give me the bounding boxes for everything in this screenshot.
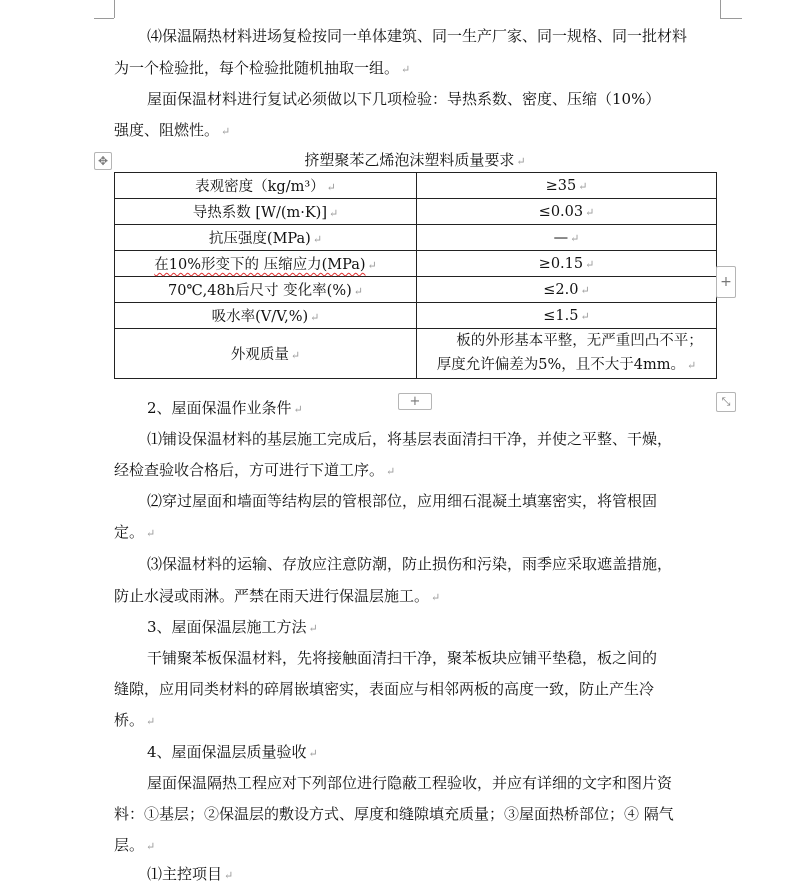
paragraph: 缝隙，应用同类材料的碎屑嵌填密实，表面应与相邻两板的高度一致，防止产生冷 xyxy=(114,680,655,698)
plus-icon: + xyxy=(720,274,732,290)
table-cell-label: 70℃,48h后尺寸 变化率(%) ↵ xyxy=(115,277,417,303)
table-row xyxy=(115,303,717,329)
paragraph: 为一个检验批，每个检验批随机抽取一组。 ↵ xyxy=(114,59,411,77)
table-cell-value: ≤2.0 ↵ xyxy=(417,277,717,303)
plus-icon: + xyxy=(409,394,421,409)
paragraph: 防止水浸或雨淋。严禁在雨天进行保温层施工。 ↵ xyxy=(114,587,441,605)
paragraph: 料：①基层；②保温层的敷设方式、厚度和缝隙填充质量；③屋面热桥部位；④ 隔气 xyxy=(114,805,674,823)
table-row xyxy=(115,329,717,379)
section-heading: 3、屋面保温层施工方法 ↵ xyxy=(147,618,318,636)
section-heading: 4、屋面保温层质量验收 ↵ xyxy=(147,743,318,761)
appearance-line-2: 厚度允许偏差为5%，且不大于4mm。 ↵ xyxy=(436,357,697,373)
table-cell-value: — ↵ xyxy=(417,225,717,251)
table-cell-label: 吸水率(V/V,%) ↵ xyxy=(115,303,417,329)
crop-mark xyxy=(94,18,114,19)
add-column-button[interactable] xyxy=(716,266,736,298)
table-caption: 挤塑聚苯乙烯泡沫塑料质量要求 ↵ xyxy=(304,151,526,169)
paragraph: 层。 ↵ xyxy=(114,836,156,854)
table-row xyxy=(115,199,717,225)
paragraph: ⑷保温隔热材料进场复检按同一单体建筑、同一生产厂家、同一规格、同一批材料 xyxy=(147,27,688,45)
table-row xyxy=(115,173,717,199)
table-cell-label: 导热系数 [W/(m·K)] ↵ xyxy=(115,199,417,225)
move-cross-icon: ✥ xyxy=(97,154,109,168)
paragraph: ⑴铺设保温材料的基层施工完成后，将基层表面清扫干净，并使之平整、干燥， xyxy=(147,430,673,448)
table-cell-label: 抗压强度(MPa) ↵ xyxy=(115,225,417,251)
paragraph: ⑶保温材料的运输、存放应注意防潮，防止损伤和污染，雨季应采取遮盖措施， xyxy=(147,555,673,573)
table-row xyxy=(115,251,717,277)
crop-mark xyxy=(720,18,742,19)
crop-mark xyxy=(720,0,721,18)
table-row xyxy=(115,277,717,303)
resize-diagonal-icon: ⤡ xyxy=(721,395,731,408)
appearance-line-1: 板的外形基本平整，无严重凹凸不平； xyxy=(456,333,703,349)
paragraph: 干铺聚苯板保温材料，先将接触面清扫干净，聚苯板块应铺平垫稳，板之间的 xyxy=(147,649,658,667)
table-cell-value: ≥35 ↵ xyxy=(417,173,717,199)
table-cell-value: ≤1.5 ↵ xyxy=(417,303,717,329)
crop-mark xyxy=(114,0,115,18)
paragraph: 桥。 ↵ xyxy=(114,711,156,729)
table-row xyxy=(115,225,717,251)
section-heading: 2、屋面保温作业条件 ↵ xyxy=(147,399,303,417)
table-cell-value: ≤0.03 ↵ xyxy=(417,199,717,225)
table-cell-value xyxy=(417,329,717,379)
table-cell-label: 表观密度（kg/m³） ↵ xyxy=(115,173,417,199)
table-move-handle[interactable] xyxy=(94,152,112,170)
paragraph: 屋面保温隔热工程应对下列部位进行隐蔽工程验收，并应有详细的文字和图片资 xyxy=(147,774,673,792)
paragraph: ⑴主控项目 ↵ xyxy=(147,865,234,883)
table-cell-value: ≥0.15 ↵ xyxy=(417,251,717,277)
paragraph: 经检查验收合格后，方可进行下道工序。 ↵ xyxy=(114,461,396,479)
quality-table xyxy=(114,172,717,379)
paragraph: ⑵穿过屋面和墙面等结构层的管根部位，应用细石混凝土填塞密实，将管根固 xyxy=(147,492,658,510)
paragraph: 定。 ↵ xyxy=(114,523,156,541)
paragraph: 强度、阻燃性。 ↵ xyxy=(114,121,231,139)
table-cell-label: 外观质量 ↵ xyxy=(115,329,417,379)
paragraph: 屋面保温材料进行复试必须做以下几项检验：导热系数、密度、压缩（10%） xyxy=(147,90,661,108)
table-cell-label: 在10%形变下的 压缩应力(MPa) ↵ xyxy=(115,251,417,277)
